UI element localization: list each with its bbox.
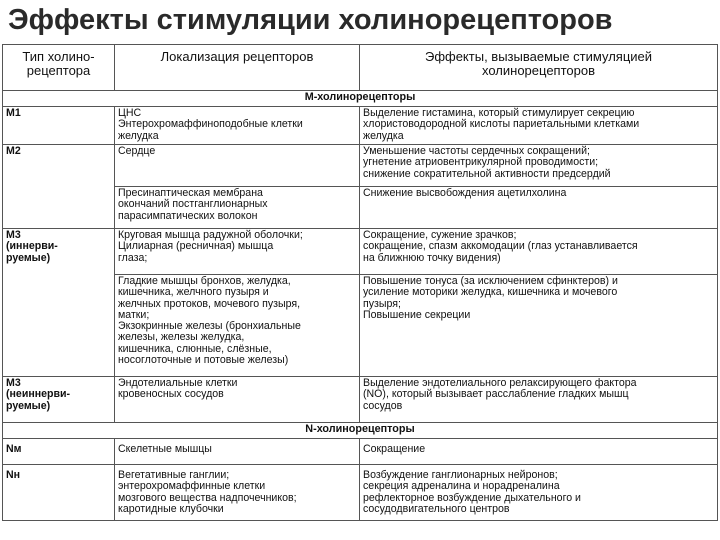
table-header-row — [3, 45, 718, 91]
receptor-type-cell: M3 (иннерви- руемые) — [3, 229, 115, 377]
header-localization: Локализация рецепторов — [115, 45, 360, 91]
table-row — [3, 439, 718, 465]
receptor-type-cell: Nн — [3, 465, 115, 521]
section-n-receptors — [3, 423, 718, 439]
location-cell: Гладкие мышцы бронхов, желудка, кишечника, желчного пузыря и желчных протоков, мочевого пузыря, матки; Экзокринные железы (бронхиальные железы, железы желудка, кишечника, слюнные, слёзные, носоглоточные и потовые железы) — [115, 275, 360, 377]
effect-cell: Выделение эндотелиального релаксирующего фактора (NO), который вызывает расслабление гладких мышц сосудов — [360, 377, 718, 423]
table-row — [3, 377, 718, 423]
location-cell: Эндотелиальные клетки кровеносных сосудов — [115, 377, 360, 423]
table-row — [3, 107, 718, 145]
table-row — [3, 145, 718, 187]
table-row — [3, 465, 718, 521]
table-row — [3, 229, 718, 275]
location-cell: Скелетные мышцы — [115, 439, 360, 465]
location-cell: Круговая мышца радужной оболочки; Цилиарная (ресничная) мышца глаза; — [115, 229, 360, 275]
section-label: М-холинорецепторы — [3, 91, 718, 107]
header-receptor-type: Тип холино- рецептора — [3, 45, 115, 91]
receptor-type-cell: M1 — [3, 107, 115, 145]
location-cell: Сердце — [115, 145, 360, 187]
receptor-type-cell: M2 — [3, 145, 115, 229]
location-cell: Пресинаптическая мембрана окончаний постганглионарных парасимпатических волокон — [115, 187, 360, 229]
effect-cell: Сокращение, сужение зрачков; сокращение, спазм аккомодации (глаз устанавливается на ближнюю точку видения) — [360, 229, 718, 275]
header-effects: Эффекты, вызываемые стимуляцией холинорецепторов — [360, 45, 718, 91]
receptor-type-cell: M3 (неиннерви- руемые) — [3, 377, 115, 423]
effect-cell: Выделение гистамина, который стимулирует секрецию хлористоводородной кислоты париетальными клетками желудка — [360, 107, 718, 145]
location-cell: Вегетативные ганглии; энтерохромаффинные клетки мозгового вещества надпочечников; каротидные клубочки — [115, 465, 360, 521]
effect-cell: Повышение тонуса (за исключением сфинктеров) и усиление моторики желудка, кишечника и мочевого пузыря; Повышение секреции — [360, 275, 718, 377]
effect-cell: Возбуждение ганглионарных нейронов; секреция адреналина и норадреналина рефлекторное возбуждение дыхательного и сосудодвигательного центров — [360, 465, 718, 521]
receptor-type-cell: Nм — [3, 439, 115, 465]
page-title: Эффекты стимуляции холинорецепторов — [8, 4, 613, 36]
effect-cell: Сокращение — [360, 439, 718, 465]
section-m-receptors — [3, 91, 718, 107]
section-label: N-холинорецепторы — [3, 423, 718, 439]
receptor-effects-table — [2, 44, 718, 521]
location-cell: ЦНС Энтерохромаффиноподобные клетки желудка — [115, 107, 360, 145]
effect-cell: Снижение высвобождения ацетилхолина — [360, 187, 718, 229]
effect-cell: Уменьшение частоты сердечных сокращений; угнетение атриовентрикулярной проводимости; снижение сократительной активности предсердий — [360, 145, 718, 187]
